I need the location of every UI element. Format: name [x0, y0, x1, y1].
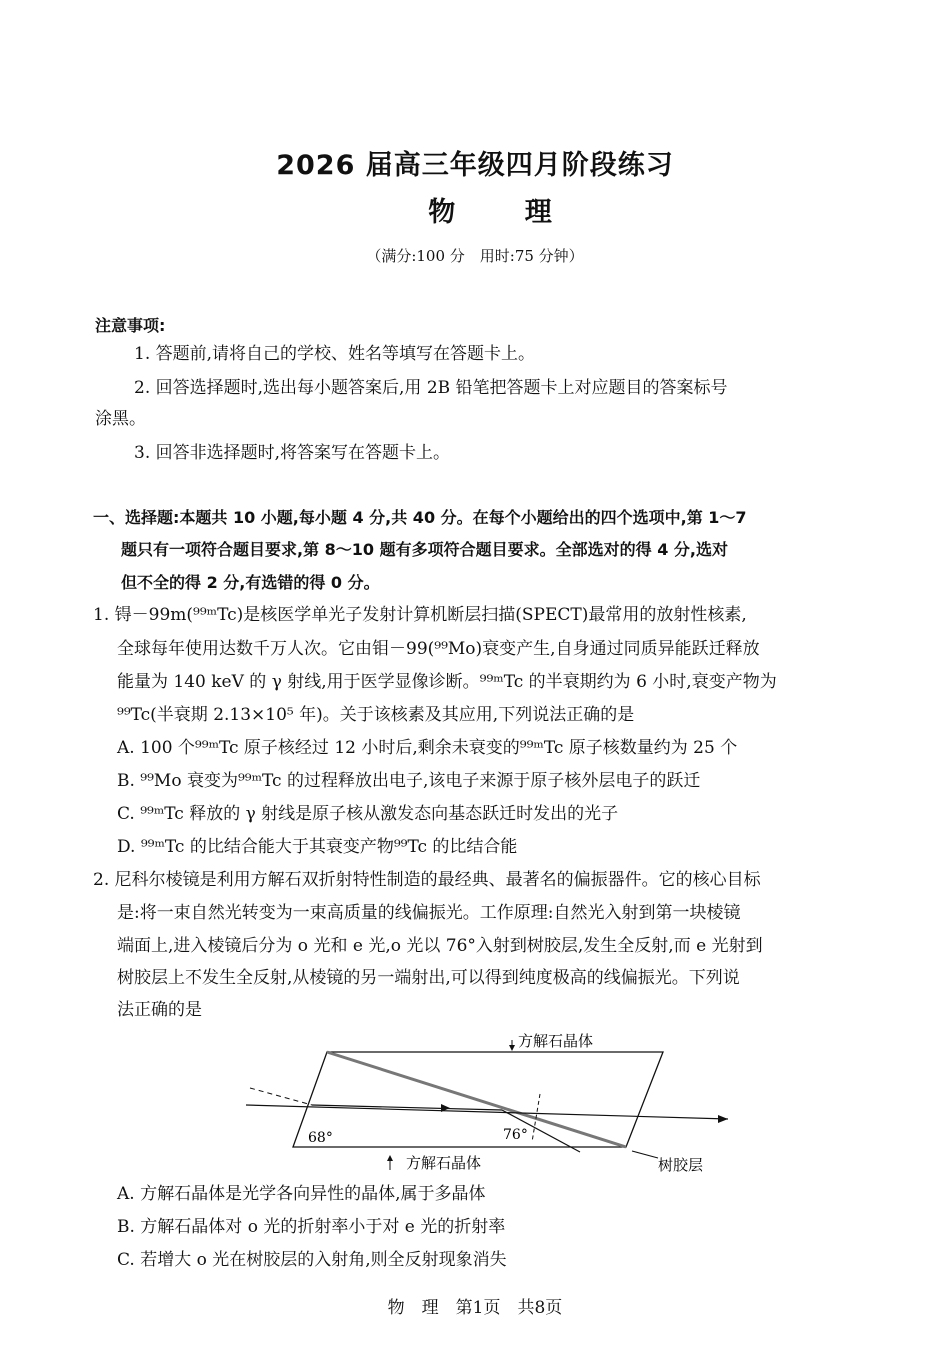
normal-dashed-line: [250, 1088, 312, 1105]
section-heading: 但不全的得 2 分,有选错的得 0 分。: [121, 573, 380, 592]
question-2-text: 法正确的是: [117, 1000, 202, 1020]
section-heading: 一、选择题:本题共 10 小题,每小题 4 分,共 40 分。在每个小题给出的四个选项中,第 1～7: [93, 508, 747, 527]
balsam-layer: [327, 1052, 626, 1147]
question-2-option-b: B. 方解石晶体对 o 光的折射率小于对 e 光的折射率: [117, 1217, 506, 1237]
angle-76-label: 76°: [503, 1127, 528, 1143]
notice-heading: 注意事项:: [95, 316, 166, 335]
question-2-text: 端面上,进入棱镜后分为 o 光和 e 光,o 光以 76°入射到树胶层,发生全反射,而 e 光射到: [117, 936, 763, 956]
question-2-text: 2. 尼科尔棱镜是利用方解石双折射特性制造的最经典、最著名的偏振器件。它的核心目标: [93, 870, 761, 890]
question-2-option-a: A. 方解石晶体是光学各向异性的晶体,属于多晶体: [117, 1184, 486, 1204]
light-ray: [246, 1105, 728, 1119]
subject-title: 物 理: [428, 197, 582, 228]
question-1-text: ⁹⁹Tc(半衰期 2.13×10⁵ 年)。关于该核素及其应用,下列说法正确的是: [117, 705, 635, 725]
bottom-crystal-label: 方解石晶体: [406, 1154, 482, 1172]
question-1-text: 能量为 140 keV 的 γ 射线,用于医学显像诊断。⁹⁹ᵐTc 的半衰期约为 6 小时,衰变产物为: [117, 672, 777, 692]
top-crystal-label: 方解石晶体: [518, 1032, 594, 1050]
question-1-text: 全球每年使用达数千万人次。它由钼－99(⁹⁹Mo)衰变产生,自身通过同质异能跃迁释放: [117, 639, 760, 659]
question-1-option-b: B. ⁹⁹Mo 衰变为⁹⁹ᵐTc 的过程释放出电子,该电子来源于原子核外层电子的跃迁: [117, 771, 701, 791]
question-2-option-c: C. 若增大 o 光在树胶层的入射角,则全反射现象消失: [117, 1250, 507, 1270]
notice-item: 涂黑。: [95, 409, 146, 429]
question-1-option-d: D. ⁹⁹ᵐTc 的比结合能大于其衰变产物⁹⁹Tc 的比结合能: [117, 837, 518, 857]
question-2-text: 树胶层上不发生全反射,从棱镜的另一端射出,可以得到纯度极高的线偏振光。下列说: [117, 968, 740, 988]
time-note: （满分:100 分 用时:75 分钟）: [366, 247, 584, 265]
arrow-down-icon: [509, 1045, 515, 1051]
question-1-option-c: C. ⁹⁹ᵐTc 释放的 γ 射线是原子核从激发态向基态跃迁时发出的光子: [117, 804, 619, 824]
question-1-option-a: A. 100 个⁹⁹ᵐTc 原子核经过 12 小时后,剩余未衰变的⁹⁹ᵐTc 原子核数量约为 25 个: [117, 738, 738, 758]
notice-item: 1. 答题前,请将自己的学校、姓名等填写在答题卡上。: [134, 344, 536, 364]
question-1-text: 1. 锝－99m(⁹⁹ᵐTc)是核医学单光子发射计算机断层扫描(SPECT)最常用的放射性核素,: [93, 605, 747, 625]
arrow-up-icon: [387, 1155, 393, 1161]
arrow-icon: [718, 1115, 728, 1123]
section-heading: 题只有一项符合题目要求,第 8～10 题有多项符合题目要求。全部选对的得 4 分,选对: [121, 540, 728, 559]
nicol-prism-diagram: [240, 1024, 740, 1174]
balsam-label: 树胶层: [658, 1156, 704, 1174]
notice-item: 2. 回答选择题时,选出每小题答案后,用 2B 铅笔把答题卡上对应题目的答案标号: [134, 378, 728, 398]
angle-68-label: 68°: [308, 1130, 333, 1146]
question-2-text: 是:将一束自然光转变为一束高质量的线偏振光。工作原理:自然光入射到第一块棱镜: [117, 903, 741, 923]
page-footer: 物 理 第1页 共8页: [387, 1298, 563, 1318]
notice-item: 3. 回答非选择题时,将答案写在答题卡上。: [134, 443, 451, 463]
pointer-line: [632, 1151, 658, 1158]
exam-title: 2026 届高三年级四月阶段练习: [276, 150, 674, 181]
